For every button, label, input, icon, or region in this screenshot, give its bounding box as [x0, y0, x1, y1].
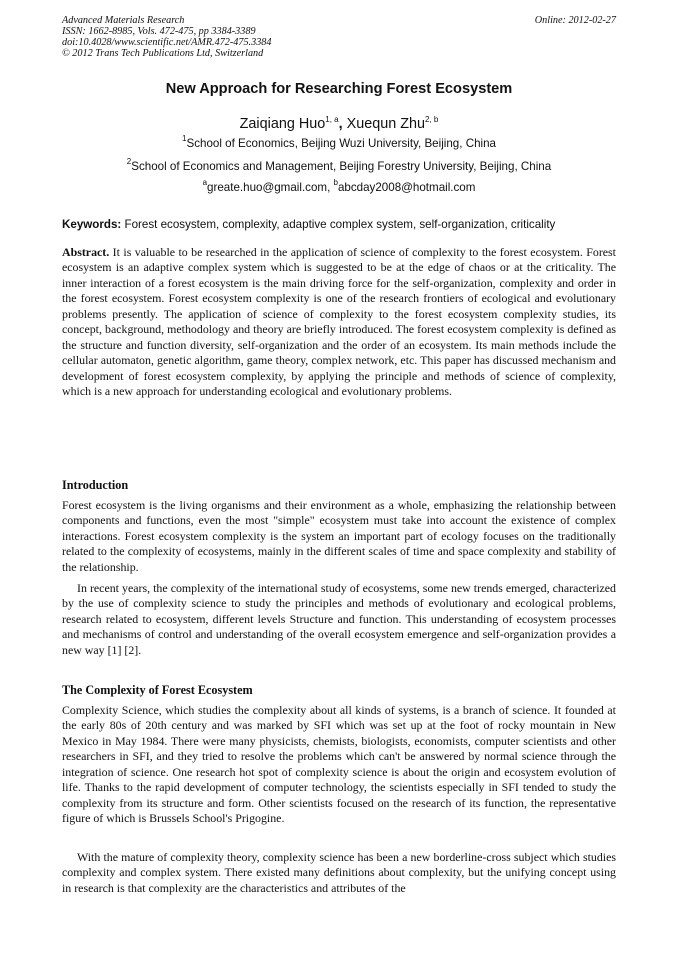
journal-name: Advanced Materials Research: [62, 15, 185, 26]
affiliation-1-mark: 1: [182, 134, 187, 143]
online-date: Online: 2012-02-27: [534, 15, 616, 26]
paper-title: New Approach for Researching Forest Ecosystem: [165, 81, 513, 97]
journal-issn: ISSN: 1662-8985, Vols. 472-475, pp 3384-3389: [62, 26, 256, 37]
email-a-mark: a: [202, 178, 208, 187]
author-2-affil-mark: 2, b: [425, 115, 439, 124]
keywords-text: Forest ecosystem, complexity, adaptive complex system, self-organization, criticality: [121, 218, 556, 231]
complexity-paragraph-1: Complexity Science, which studies the complexity about all kinds of systems, is a branch of science. It founded at the early 80s of 20th century and was marked by SFI which was set up at the foot of rocky mountain in New Mexico in May 1984. There were many physicists, chemists, biologists, economists, computer scientists and other researchers in SFI, and they tried to resolve the problems which can't be answered by normal science through the integration of science. One research hot spot of complexity science is about the origin and ecosystem evolution of life. Thanks to the rapid development of computer technology, the scientists especially in SFI tended to study the complexity from its structure and form. Other scientists focused on the research of its function, the representative figure of which is Brussels School's Prigogine.: [62, 703, 616, 826]
affiliation-2: [0, 157, 678, 173]
affiliation-2-mark: 2: [126, 157, 132, 166]
journal-doi[interactable]: doi:10.4028/www.scientific.net/AMR.472-475.3384: [62, 37, 272, 48]
complexity-paragraph-2: With the mature of complexity theory, complexity science has been a new borderline-cross subject which studies complexity and complex system. There existed many definitions about complexity, but the unifying concept using in research is that complexity are the characteristics and attributes of the: [62, 850, 616, 895]
journal-copyright: © 2012 Trans Tech Publications Ltd, Switzerland: [62, 48, 264, 59]
email-b-mark: b: [333, 178, 338, 187]
affiliation-2-text: School of Economics and Management, Beijing Forestry University, Beijing, China: [131, 160, 552, 173]
keywords-label: Keywords:: [62, 218, 122, 231]
author-line: [0, 116, 678, 132]
abstract-label: Abstract.: [62, 245, 110, 259]
section-heading-introduction: Introduction: [62, 478, 129, 492]
author-1-affil-mark: 1, a: [325, 115, 339, 124]
affiliation-1-text: School of Economics, Beijing Wuzi University, Beijing, China: [186, 137, 496, 150]
intro-paragraph-1: Forest ecosystem is the living organisms and their environment as a whole, emphasizing the relationship between components and functions, even the most "simple" ecosystem must take into account the existence of complex interactions. Forest ecosystem complexity is the system an important part of ecology focuses on the traditionally related to the complexity of ecosystems, mainly in the different scales of time and space complexity and stability of the relationship.: [62, 498, 616, 574]
email-a[interactable]: greate.huo@gmail.com,: [207, 181, 334, 194]
journal-info: [62, 15, 616, 59]
section-heading-complexity: The Complexity of Forest Ecosystem: [62, 683, 253, 697]
author-1-name: Zaiqiang Huo: [239, 116, 326, 132]
journal-header: [62, 15, 616, 59]
intro-paragraph-2: In recent years, the complexity of the international study of ecosystems, some new trends emerged, characterized by the use of complexity science to study the principles and methods of evolutionary and ecological problems, research related to ecosystem, different levels Structure and function. This understanding of ecosystem processes and mechanisms of control and understanding of the overall ecosystem emergence and self-organization provides a new way [1] [2].: [62, 581, 616, 657]
author-2-name: Xuequn Zhu: [346, 116, 426, 132]
abstract-text: It is valuable to be researched in the application of science of complexity to the forest ecosystem. Forest ecosystem is an adaptive complex system which is suggested to be at the edge of chaos or at the criticality. The inner interaction of a forest ecosystem is the main driving force for the self-organization, complexity and order in the forest ecosystem. Forest ecosystem complexity is one of the research frontiers of ecological and evolutionary problems presently. The application of science of complexity to the forest ecosystem complexity studies, its concept, background, methodology and theory are briefly introduced. The forest ecosystem complexity is defined as the structure and function diversity, self-organization and the order of an ecosystem. Its main methods include the cellular automaton, genetic algorithm, game theory, complex network, etc. This paper has discussed mechanism and development of forest ecosystem complexity, by applying the principle and methods of science of complexity, which is a new approach for understanding ecological and evolutionary problems.: [62, 245, 616, 399]
author-separator: ,: [338, 116, 347, 132]
author-emails: [0, 178, 678, 194]
abstract: [62, 245, 616, 400]
affiliation-1: [0, 134, 678, 150]
keywords: [62, 218, 616, 231]
email-b[interactable]: abcday2008@hotmail.com: [337, 181, 476, 194]
